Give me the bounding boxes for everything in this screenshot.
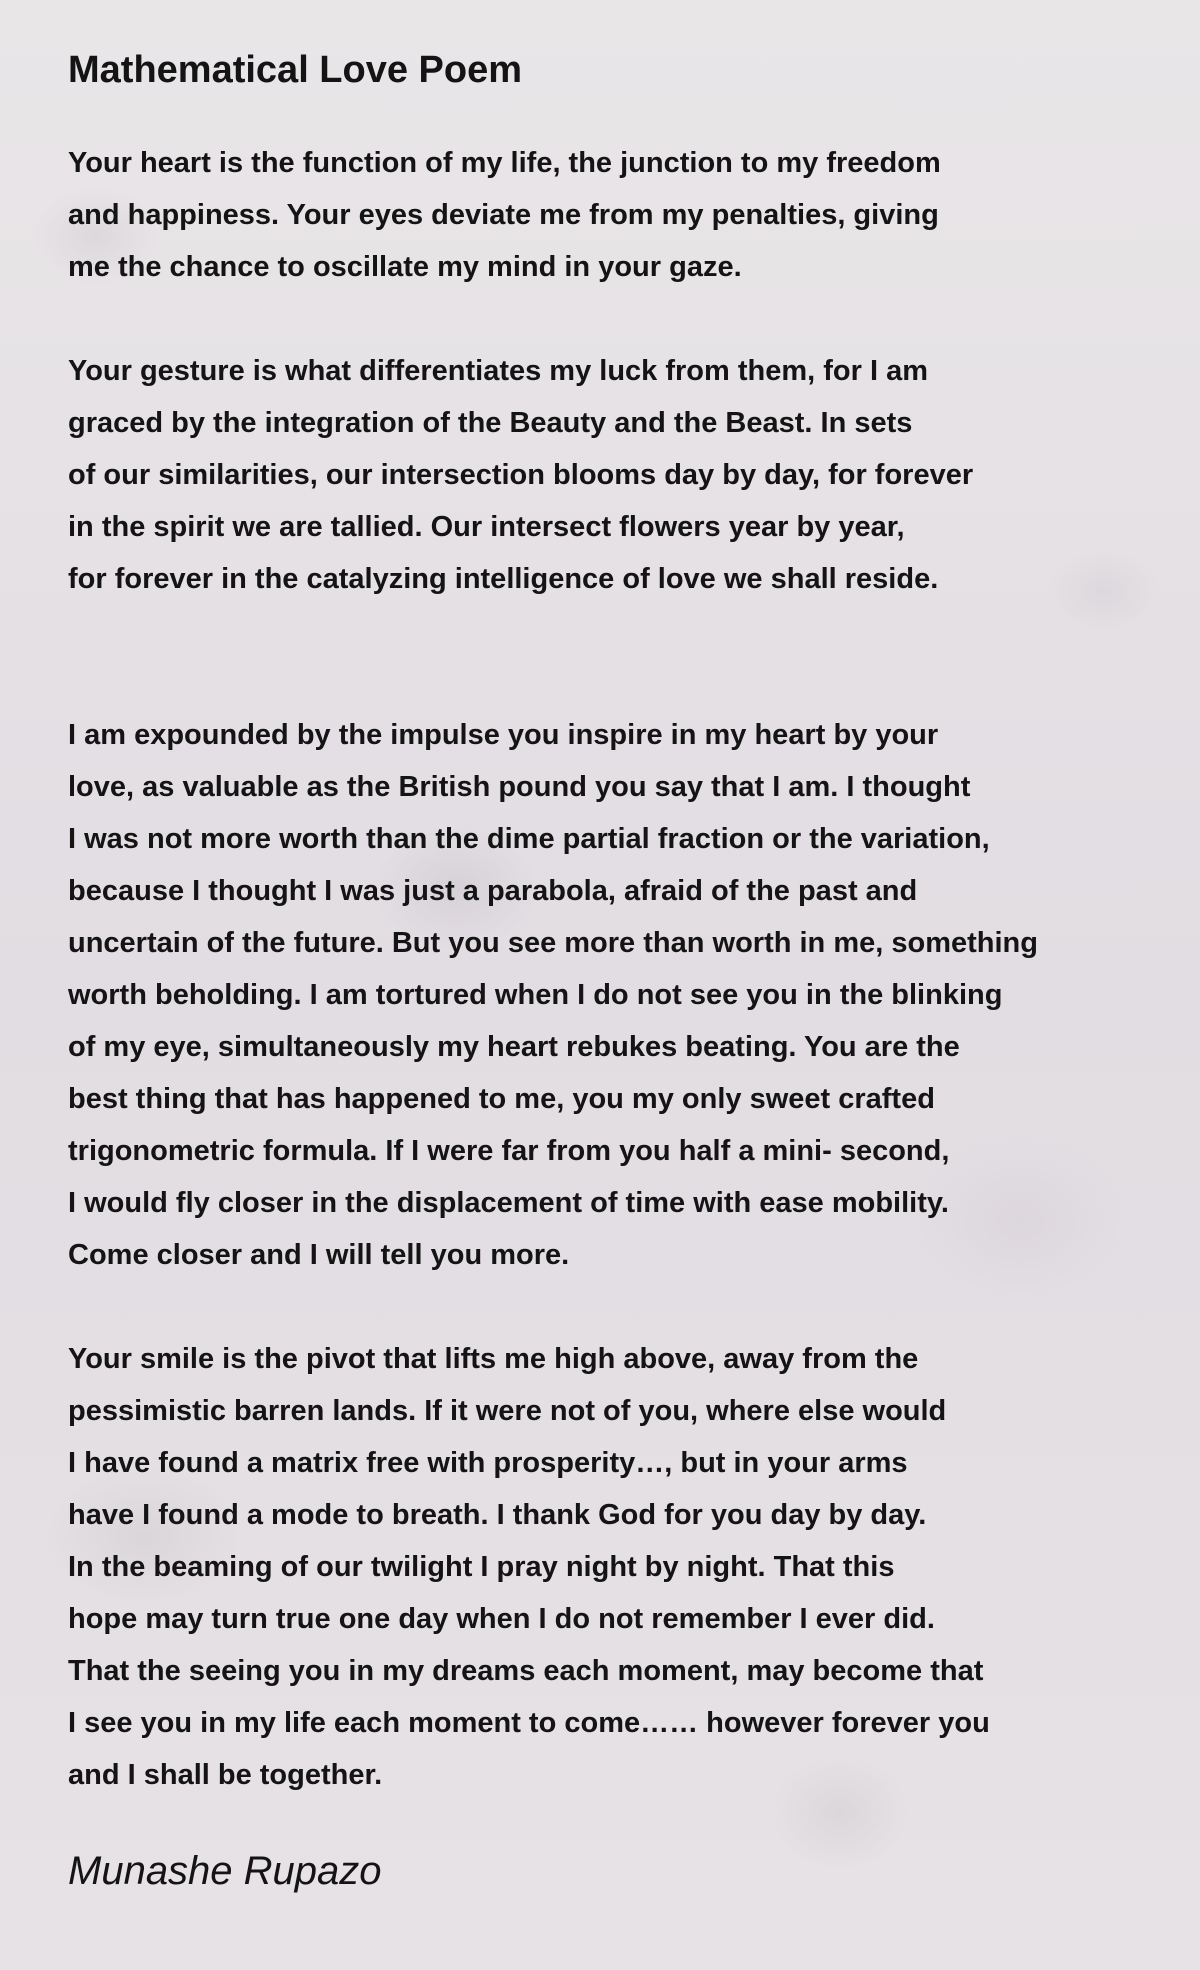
poem-line: and I shall be together.: [68, 1758, 383, 1791]
poem-line: hope may turn true one day when I do not remember I ever did.: [68, 1602, 935, 1635]
poem-line: of our similarities, our intersection blooms day by day, for forever: [68, 458, 974, 491]
poem-line: I am expounded by the impulse you inspire in my heart by your: [68, 718, 939, 751]
poem-line: Your smile is the pivot that lifts me high above, away from the: [68, 1342, 919, 1375]
poem-line: In the beaming of our twilight I pray night by night. That this: [68, 1550, 895, 1583]
poem-line: in the spirit we are tallied. Our intersect flowers year by year,: [68, 510, 905, 543]
poem-author: Munashe Rupazo: [68, 1848, 382, 1893]
poem-line: love, as valuable as the British pound you say that I am. I thought: [68, 770, 971, 803]
poem-line: I would fly closer in the displacement of time with ease mobility.: [68, 1186, 949, 1219]
stanza-break: [68, 1281, 1178, 1333]
poem-line: I was not more worth than the dime partial fraction or the variation,: [68, 822, 990, 855]
poem-line: Your heart is the function of my life, the junction to my freedom: [68, 146, 941, 179]
poem-line: of my eye, simultaneously my heart rebukes beating. You are the: [68, 1030, 960, 1063]
stanza-2: [68, 345, 1178, 605]
stanza-4: [68, 1333, 1178, 1801]
poem-line: I have found a matrix free with prosperity…, but in your arms: [68, 1446, 908, 1479]
poem-line: That the seeing you in my dreams each moment, may become that: [68, 1654, 984, 1687]
poem-line: worth beholding. I am tortured when I do not see you in the blinking: [68, 978, 1003, 1011]
poem-title: Mathematical Love Poem: [68, 49, 523, 91]
poem-line: best thing that has happened to me, you my only sweet crafted: [68, 1082, 935, 1115]
poem-line: Your gesture is what differentiates my luck from them, for I am: [68, 354, 928, 387]
stanza-break: [68, 605, 1178, 709]
stanza-3: [68, 709, 1178, 1281]
poem-line: me the chance to oscillate my mind in your gaze.: [68, 250, 742, 283]
poem-line: Come closer and I will tell you more.: [68, 1238, 570, 1271]
poem-page: [68, 48, 1178, 1894]
poem-line: trigonometric formula. If I were far from you half a mini- second,: [68, 1134, 950, 1167]
poem-line: graced by the integration of the Beauty and the Beast. In sets: [68, 406, 913, 439]
poem-line: uncertain of the future. But you see more than worth in me, something: [68, 926, 1038, 959]
stanza-break: [68, 293, 1178, 345]
poem-line: and happiness. Your eyes deviate me from my penalties, giving: [68, 198, 939, 231]
poem-line: because I thought I was just a parabola, afraid of the past and: [68, 874, 918, 907]
poem-line: pessimistic barren lands. If it were not of you, where else would: [68, 1394, 947, 1427]
poem-line: I see you in my life each moment to come…… however forever you: [68, 1706, 990, 1739]
stanza-1: [68, 137, 1178, 293]
poem-line: have I found a mode to breath. I thank God for you day by day.: [68, 1498, 927, 1531]
poem-line: for forever in the catalyzing intelligence of love we shall reside.: [68, 562, 939, 595]
